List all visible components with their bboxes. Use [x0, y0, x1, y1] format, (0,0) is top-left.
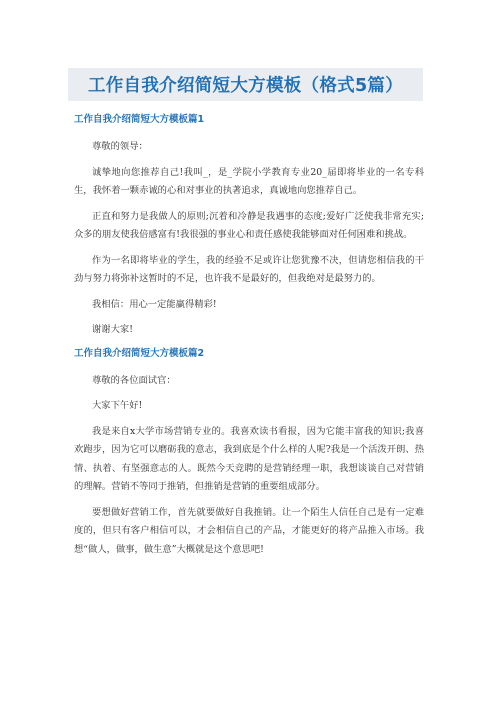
title-banner: [68, 68, 423, 101]
paragraph: 我相信：用心一定能赢得精彩!: [92, 298, 217, 310]
document-body: [74, 113, 424, 565]
paragraph: 诚挚地向您推荐自己!我叫_，是_学院小学教育专业20_届即将毕业的一名专科生，我怀着一颗赤诚的心和对事业的执著追求，真诚地向您推荐自己。: [74, 166, 424, 196]
paragraph: 尊敬的领导：: [92, 141, 148, 152]
paragraph: 大家下午好!: [92, 400, 143, 411]
paragraph: 我是来自x大学市场营销专业的。我喜欢读书看报，因为它能丰富我的知识;我喜欢跑步，因为它可以磨砺我的意志，我到底是个什么样的人呢?我是一个活泼开朗、热情、执着、有坚强意志的人。既然今天竞聘的是营销经理一职，我想谈谈自己对营销的理解。营销不等同于推销，但推销是营销的重要组成部分。: [74, 425, 424, 492]
paragraph: 要想做好营销工作，首先就要做好自我推销。让一个陌生人信任自己是有一定难度的，但只有客户相信可以，才会相信自己的产品，才能更好的将产品推入市场。我想“做人，做事，做生意”大概就是这个意思吧!: [74, 506, 424, 555]
paragraph: 作为一名即将毕业的学生，我的经验不足或许让您犹豫不决，但请您相信我的干劲与努力将弥补这暂时的不足，也许我不是最好的，但我绝对是最努力的。: [74, 254, 424, 284]
paragraph: 谢谢大家!: [92, 324, 133, 335]
section-heading: 工作自我介绍简短大方模板篇1: [74, 114, 205, 125]
section-heading: 工作自我介绍简短大方模板篇2: [74, 347, 205, 359]
paragraph: 尊敬的各位面试官：: [92, 374, 176, 386]
paragraph: 正直和努力是我做人的原则;沉着和冷静是我遇事的态度;爱好广泛使我非常充实;众多的朋友使我倍感富有!我很强的事业心和责任感使我能够面对任何困难和挑战。: [74, 210, 424, 240]
document-title: 工作自我介绍简短大方模板（格式5篇）: [87, 76, 404, 96]
